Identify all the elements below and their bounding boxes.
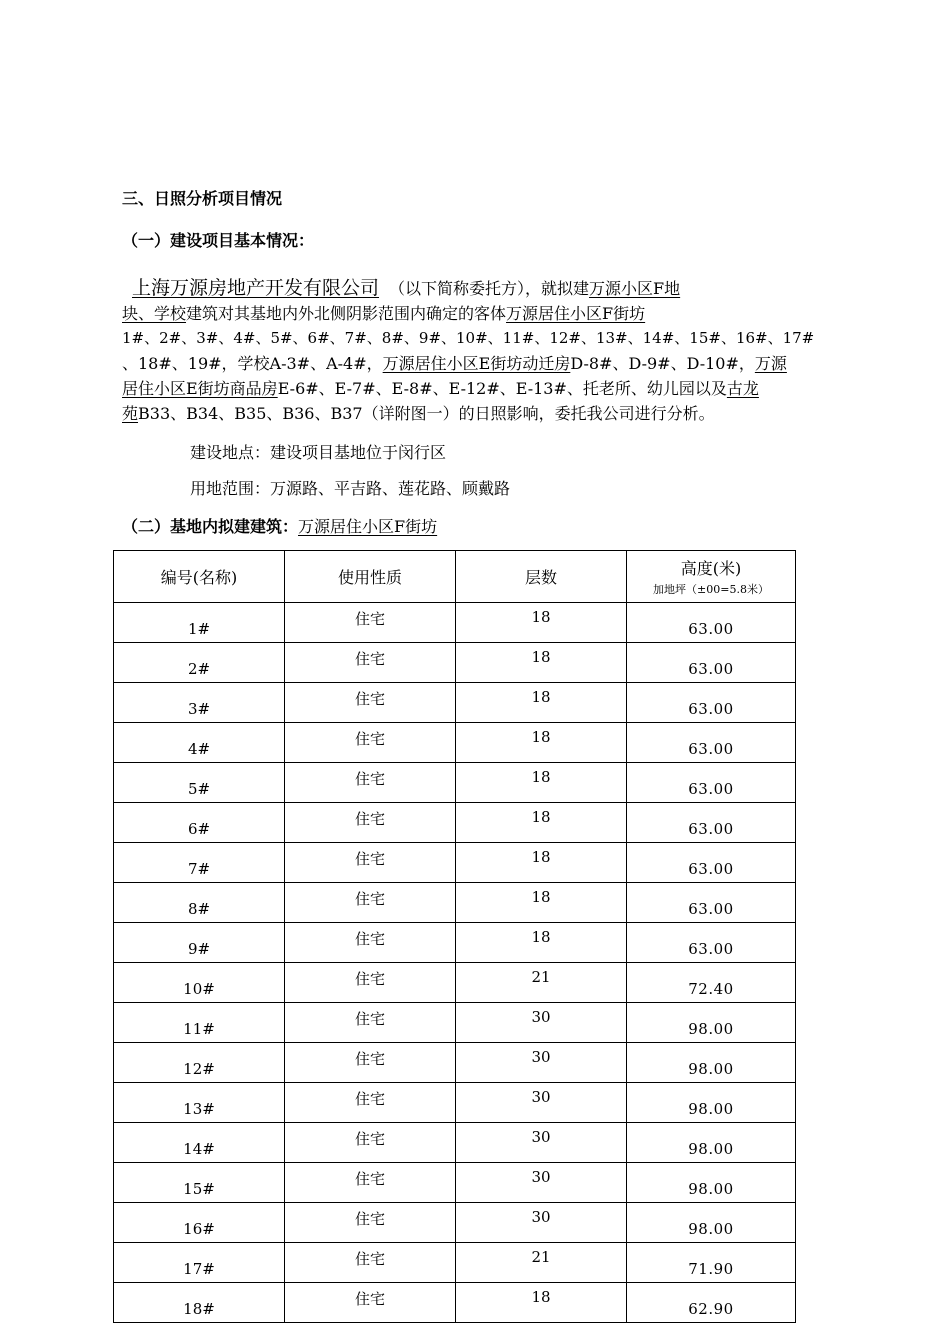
table-row — [114, 1123, 796, 1163]
cell-height: 63.00 — [627, 843, 796, 883]
header-use: 使用性质 — [285, 551, 456, 603]
header-height: 高度(米) 加地坪（±00=5.8米） — [627, 551, 796, 603]
cell-height: 63.00 — [627, 883, 796, 923]
cell-height: 98.00 — [627, 1123, 796, 1163]
cell-use: 住宅 — [285, 1083, 456, 1123]
subsection-buildings-label: （二）基地内拟建建筑： — [122, 517, 299, 536]
cell-height: 98.00 — [627, 1203, 796, 1243]
cell-floors: 21 — [456, 963, 627, 1003]
paragraph-line-4 — [122, 351, 848, 376]
cell-id: 11# — [114, 1003, 285, 1043]
cell-floors: 30 — [456, 1163, 627, 1203]
header-floors: 层数 — [456, 551, 627, 603]
cell-floors: 30 — [456, 1043, 627, 1083]
buildings-table — [113, 550, 796, 1323]
cell-id: 12# — [114, 1043, 285, 1083]
cell-height: 98.00 — [627, 1043, 796, 1083]
target-area-e-relocation: 万源居住小区E街坊动迁房 — [382, 354, 571, 373]
cell-height: 63.00 — [627, 923, 796, 963]
paragraph-line-1 — [122, 276, 848, 301]
cell-floors: 30 — [456, 1123, 627, 1163]
table-row — [114, 603, 796, 643]
table-row — [114, 723, 796, 763]
cell-height: 62.90 — [627, 1283, 796, 1323]
target-area-f: 万源居住小区F街坊 — [506, 304, 646, 323]
cell-use: 住宅 — [285, 1163, 456, 1203]
subsection-buildings-value: 万源居住小区F街坊 — [298, 517, 438, 536]
cell-id: 14# — [114, 1123, 285, 1163]
table-row — [114, 1043, 796, 1083]
cell-height: 98.00 — [627, 1003, 796, 1043]
cell-id: 15# — [114, 1163, 285, 1203]
cell-floors: 18 — [456, 683, 627, 723]
subsection-buildings-title — [122, 514, 437, 537]
project-description-paragraph — [122, 276, 848, 426]
cell-floors: 18 — [456, 803, 627, 843]
table-row — [114, 923, 796, 963]
cell-height: 63.00 — [627, 643, 796, 683]
cell-height: 71.90 — [627, 1243, 796, 1283]
cell-height: 63.00 — [627, 683, 796, 723]
cell-id: 1# — [114, 603, 285, 643]
cell-id: 5# — [114, 763, 285, 803]
cell-height: 98.00 — [627, 1083, 796, 1123]
paragraph-line-2 — [122, 301, 848, 326]
cell-use: 住宅 — [285, 883, 456, 923]
table-row — [114, 1163, 796, 1203]
paragraph-text: 建筑对其基地内外北侧阴影范围内确定的客体 — [186, 304, 507, 323]
cell-use: 住宅 — [285, 683, 456, 723]
table-row — [114, 1203, 796, 1243]
paragraph-text: B33、B34、B35、B36、B37（详附图一）的日照影响，委托我公司进行分析。 — [138, 404, 715, 423]
cell-use: 住宅 — [285, 923, 456, 963]
cell-floors: 18 — [456, 843, 627, 883]
table-row — [114, 643, 796, 683]
cell-id: 6# — [114, 803, 285, 843]
paragraph-line-3: 1#、2#、3#、4#、5#、6#、7#、8#、9#、10#、11#、12#、13#、14#、15#、16#、17# — [122, 329, 815, 347]
cell-id: 7# — [114, 843, 285, 883]
paragraph-text: E-6#、E-7#、E-8#、E-12#、E-13#、托老所、幼儿园以及 — [277, 379, 727, 398]
cell-floors: 18 — [456, 763, 627, 803]
cell-use: 住宅 — [285, 1243, 456, 1283]
cell-height: 63.00 — [627, 603, 796, 643]
cell-id: 16# — [114, 1203, 285, 1243]
table-row — [114, 763, 796, 803]
table-row — [114, 683, 796, 723]
cell-use: 住宅 — [285, 723, 456, 763]
cell-id: 18# — [114, 1283, 285, 1323]
project-name-cont: 块、学校 — [122, 304, 187, 323]
cell-use: 住宅 — [285, 1203, 456, 1243]
client-company-name: 上海万源房地产开发有限公司 — [132, 277, 380, 299]
paragraph-line-6 — [122, 401, 848, 426]
cell-id: 4# — [114, 723, 285, 763]
cell-use: 住宅 — [285, 603, 456, 643]
cell-floors: 30 — [456, 1083, 627, 1123]
cell-floors: 18 — [456, 883, 627, 923]
cell-height: 63.00 — [627, 723, 796, 763]
target-area-e-commercial: 万源 — [754, 354, 787, 373]
cell-use: 住宅 — [285, 1123, 456, 1163]
target-area-gulong-cont: 苑 — [122, 404, 139, 423]
paragraph-text: D-8#、D-9#、D-10#， — [570, 354, 755, 373]
cell-floors: 18 — [456, 723, 627, 763]
cell-id: 17# — [114, 1243, 285, 1283]
section-title: 三、日照分析项目情况 — [122, 189, 283, 208]
table-row — [114, 1243, 796, 1283]
cell-floors: 18 — [456, 923, 627, 963]
table-row — [114, 1283, 796, 1323]
header-id: 编号(名称) — [114, 551, 285, 603]
cell-id: 8# — [114, 883, 285, 923]
cell-use: 住宅 — [285, 1043, 456, 1083]
cell-floors: 30 — [456, 1003, 627, 1043]
table-row — [114, 883, 796, 923]
table-row — [114, 803, 796, 843]
cell-use: 住宅 — [285, 843, 456, 883]
cell-id: 3# — [114, 683, 285, 723]
subsection-basic-info-title: （一）建设项目基本情况： — [122, 231, 315, 250]
cell-floors: 18 — [456, 1283, 627, 1323]
cell-use: 住宅 — [285, 643, 456, 683]
table-row — [114, 843, 796, 883]
cell-height: 63.00 — [627, 763, 796, 803]
cell-use: 住宅 — [285, 763, 456, 803]
cell-use: 住宅 — [285, 803, 456, 843]
cell-height: 63.00 — [627, 803, 796, 843]
target-area-gulong: 古龙 — [726, 379, 759, 398]
header-height-note: 加地坪（±00=5.8米） — [653, 583, 769, 596]
construction-location: 建设地点：建设项目基地位于闵行区 — [190, 443, 447, 462]
table-row — [114, 1003, 796, 1043]
paragraph-text: 、18#、19#，学校A-3#、A-4#， — [122, 354, 383, 373]
cell-height: 72.40 — [627, 963, 796, 1003]
cell-floors: 18 — [456, 643, 627, 683]
table-row — [114, 963, 796, 1003]
table-header-row — [114, 551, 796, 603]
project-name: 万源小区F地 — [589, 279, 681, 298]
cell-height: 98.00 — [627, 1163, 796, 1203]
cell-use: 住宅 — [285, 1003, 456, 1043]
cell-id: 13# — [114, 1083, 285, 1123]
land-use-scope: 用地范围：万源路、平吉路、莲花路、顾戴路 — [190, 479, 511, 498]
cell-id: 2# — [114, 643, 285, 683]
target-area-e-commercial-cont: 居住小区E街坊商品房 — [122, 379, 278, 398]
cell-floors: 21 — [456, 1243, 627, 1283]
cell-id: 10# — [114, 963, 285, 1003]
cell-floors: 18 — [456, 603, 627, 643]
cell-floors: 30 — [456, 1203, 627, 1243]
cell-use: 住宅 — [285, 1283, 456, 1323]
paragraph-line-5 — [122, 376, 848, 401]
cell-use: 住宅 — [285, 963, 456, 1003]
cell-id: 9# — [114, 923, 285, 963]
table-row — [114, 1083, 796, 1123]
paragraph-text: （以下简称委托方），就拟建 — [389, 279, 590, 298]
